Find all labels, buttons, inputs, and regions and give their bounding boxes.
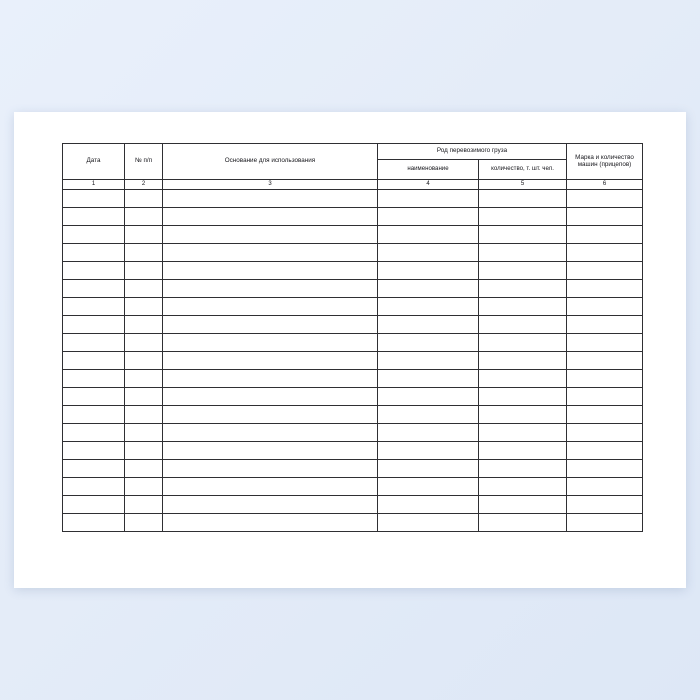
table-cell[interactable] — [63, 316, 125, 334]
table-cell[interactable] — [479, 460, 567, 478]
column-number-4: 4 — [378, 180, 479, 190]
table-row — [63, 514, 643, 532]
table-cell[interactable] — [378, 424, 479, 442]
table-cell[interactable] — [63, 208, 125, 226]
table-cell[interactable] — [125, 190, 163, 208]
table-row — [63, 406, 643, 424]
table-cell[interactable] — [479, 478, 567, 496]
table-cell[interactable] — [378, 460, 479, 478]
table-cell[interactable] — [378, 334, 479, 352]
column-header-basis: Основание для использования — [163, 144, 378, 180]
table-cell[interactable] — [567, 478, 643, 496]
table-cell[interactable] — [479, 442, 567, 460]
table-cell[interactable] — [163, 262, 378, 280]
table-cell[interactable] — [163, 496, 378, 514]
table-cell[interactable] — [125, 262, 163, 280]
table-row — [63, 388, 643, 406]
table-cell[interactable] — [378, 190, 479, 208]
table-cell[interactable] — [567, 208, 643, 226]
table-row — [63, 208, 643, 226]
column-header-date: Дата — [63, 144, 125, 180]
table-cell[interactable] — [479, 424, 567, 442]
table-cell[interactable] — [125, 460, 163, 478]
table-wrapper — [62, 143, 642, 532]
table-cell[interactable] — [163, 352, 378, 370]
table-row — [63, 460, 643, 478]
table-cell[interactable] — [479, 244, 567, 262]
table-cell[interactable] — [163, 442, 378, 460]
table-cell[interactable] — [63, 496, 125, 514]
table-row — [63, 352, 643, 370]
table-cell[interactable] — [125, 496, 163, 514]
table-cell[interactable] — [567, 226, 643, 244]
table-row — [63, 244, 643, 262]
table-row — [63, 442, 643, 460]
table-cell[interactable] — [567, 514, 643, 532]
table-cell[interactable] — [163, 424, 378, 442]
table-cell[interactable] — [63, 280, 125, 298]
table-cell[interactable] — [378, 280, 479, 298]
table-cell[interactable] — [567, 460, 643, 478]
table-cell[interactable] — [479, 370, 567, 388]
table-cell[interactable] — [125, 298, 163, 316]
table-cell[interactable] — [63, 514, 125, 532]
table-cell[interactable] — [163, 316, 378, 334]
table-cell[interactable] — [63, 406, 125, 424]
table-cell[interactable] — [378, 262, 479, 280]
table-cell[interactable] — [125, 244, 163, 262]
table-cell[interactable] — [125, 334, 163, 352]
table-cell[interactable] — [125, 478, 163, 496]
table-cell[interactable] — [567, 406, 643, 424]
table-cell[interactable] — [567, 334, 643, 352]
header-row-top — [63, 144, 643, 160]
table-cell[interactable] — [125, 226, 163, 244]
table-cell[interactable] — [567, 370, 643, 388]
table-cell[interactable] — [378, 226, 479, 244]
table-cell[interactable] — [378, 442, 479, 460]
table-cell[interactable] — [125, 424, 163, 442]
table-cell[interactable] — [63, 226, 125, 244]
table-cell[interactable] — [479, 406, 567, 424]
table-cell[interactable] — [567, 424, 643, 442]
column-group-header-cargo: Род перевозимого груза — [378, 144, 567, 160]
table-cell[interactable] — [163, 298, 378, 316]
table-cell[interactable] — [163, 370, 378, 388]
table-cell[interactable] — [567, 442, 643, 460]
table-cell[interactable] — [479, 262, 567, 280]
table-cell[interactable] — [125, 406, 163, 424]
column-header-cargo-name: наименование — [378, 160, 479, 180]
table-cell[interactable] — [567, 298, 643, 316]
table-cell[interactable] — [163, 514, 378, 532]
column-number-1: 1 — [63, 180, 125, 190]
table-row — [63, 226, 643, 244]
table-cell[interactable] — [63, 388, 125, 406]
table-cell[interactable] — [479, 334, 567, 352]
column-number-6: 6 — [567, 180, 643, 190]
table-cell[interactable] — [125, 208, 163, 226]
document-page — [14, 112, 686, 588]
table-cell[interactable] — [163, 226, 378, 244]
table-cell[interactable] — [378, 514, 479, 532]
table-head — [63, 144, 643, 190]
table-cell[interactable] — [378, 298, 479, 316]
table-cell[interactable] — [63, 478, 125, 496]
table-cell[interactable] — [479, 190, 567, 208]
table-cell[interactable] — [378, 352, 479, 370]
table-row — [63, 334, 643, 352]
table-cell[interactable] — [63, 262, 125, 280]
table-cell[interactable] — [63, 190, 125, 208]
journal-table — [62, 143, 643, 532]
table-row — [63, 370, 643, 388]
table-cell[interactable] — [567, 388, 643, 406]
table-cell[interactable] — [125, 370, 163, 388]
table-cell[interactable] — [479, 514, 567, 532]
column-number-3: 3 — [163, 180, 378, 190]
column-header-number: № п/п — [125, 144, 163, 180]
table-cell[interactable] — [63, 352, 125, 370]
column-number-2: 2 — [125, 180, 163, 190]
table-cell[interactable] — [378, 406, 479, 424]
table-cell[interactable] — [63, 244, 125, 262]
table-row — [63, 424, 643, 442]
table-row — [63, 298, 643, 316]
table-cell[interactable] — [378, 370, 479, 388]
column-header-vehicle: Марка и количество машин (прицепов) — [567, 144, 643, 180]
table-cell[interactable] — [63, 424, 125, 442]
table-cell[interactable] — [378, 478, 479, 496]
table-cell[interactable] — [378, 316, 479, 334]
table-cell[interactable] — [567, 496, 643, 514]
table-cell[interactable] — [479, 226, 567, 244]
table-cell[interactable] — [125, 514, 163, 532]
table-row — [63, 262, 643, 280]
table-cell[interactable] — [163, 244, 378, 262]
table-cell[interactable] — [125, 352, 163, 370]
table-cell[interactable] — [125, 316, 163, 334]
table-cell[interactable] — [479, 208, 567, 226]
table-cell[interactable] — [63, 298, 125, 316]
table-cell[interactable] — [378, 208, 479, 226]
table-cell[interactable] — [567, 190, 643, 208]
table-cell[interactable] — [163, 208, 378, 226]
table-cell[interactable] — [63, 334, 125, 352]
table-cell[interactable] — [567, 316, 643, 334]
table-cell[interactable] — [378, 388, 479, 406]
table-cell[interactable] — [479, 496, 567, 514]
table-cell[interactable] — [63, 370, 125, 388]
table-cell[interactable] — [567, 262, 643, 280]
table-cell[interactable] — [163, 280, 378, 298]
table-row — [63, 190, 643, 208]
table-row — [63, 280, 643, 298]
column-number-5: 5 — [479, 180, 567, 190]
table-cell[interactable] — [479, 352, 567, 370]
table-cell[interactable] — [378, 244, 479, 262]
table-cell[interactable] — [163, 406, 378, 424]
table-cell[interactable] — [479, 316, 567, 334]
table-row — [63, 478, 643, 496]
column-header-cargo-qty: количество, т. шт. чел. — [479, 160, 567, 180]
table-cell[interactable] — [378, 496, 479, 514]
table-cell[interactable] — [163, 388, 378, 406]
table-cell[interactable] — [479, 388, 567, 406]
table-cell[interactable] — [63, 460, 125, 478]
table-cell[interactable] — [163, 478, 378, 496]
table-cell[interactable] — [125, 388, 163, 406]
header-row-numbers — [63, 180, 643, 190]
table-cell[interactable] — [567, 352, 643, 370]
table-row — [63, 496, 643, 514]
table-cell[interactable] — [125, 442, 163, 460]
table-cell[interactable] — [163, 334, 378, 352]
table-cell[interactable] — [63, 442, 125, 460]
table-row — [63, 316, 643, 334]
table-cell[interactable] — [479, 280, 567, 298]
table-cell[interactable] — [125, 280, 163, 298]
table-cell[interactable] — [567, 280, 643, 298]
table-cell[interactable] — [163, 190, 378, 208]
table-cell[interactable] — [479, 298, 567, 316]
table-cell[interactable] — [163, 460, 378, 478]
table-body — [63, 190, 643, 532]
table-cell[interactable] — [567, 244, 643, 262]
